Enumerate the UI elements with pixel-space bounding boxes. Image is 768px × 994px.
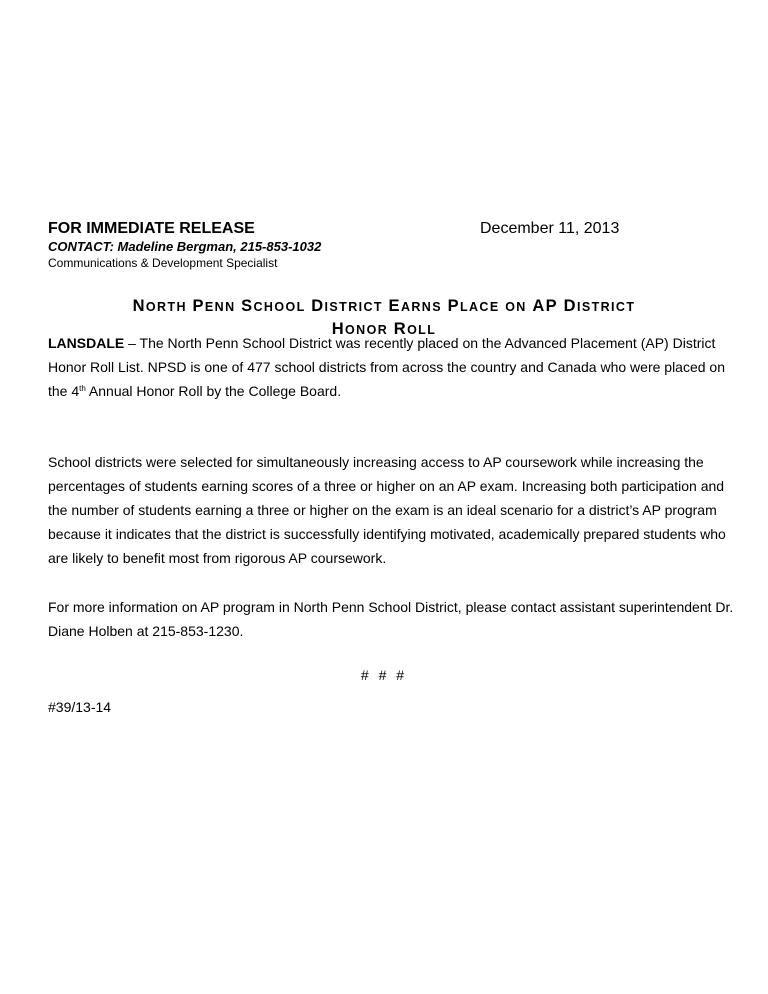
body-paragraph-2: School districts were selected for simultaneously increasing access to AP coursework while increasing the percentages of students earning scores of a three or higher on an AP exam. Increasing both participation and the number of students earning a three or higher on the exam is an ideal scenario for a district’s AP program because it indicates that the district is successfully identifying motivated, academically prepared students who are likely to benefit most from rigorous AP coursework. xyxy=(48,454,726,566)
release-date: December 11, 2013 xyxy=(480,220,620,237)
headline-word: ON xyxy=(505,300,527,314)
headline-word: SCHOOL xyxy=(241,297,306,315)
headline-word: PLACE xyxy=(447,297,500,315)
paragraph-1-text-end: Annual Honor Roll by the College Board. xyxy=(85,383,342,399)
headline-word: HONOR xyxy=(331,320,389,338)
headline-word: DISTRICT xyxy=(563,297,636,315)
headline-word: EARNS xyxy=(388,297,442,315)
headline-word: PENN xyxy=(192,297,236,315)
paragraph-1-text: – The North Penn School District was recently placed on the Advanced Placement (AP) District Honor Roll List. NPSD is one of 477 school districts from across the country and Canada who were placed on the 4 xyxy=(48,335,726,399)
release-label: FOR IMMEDIATE RELEASE xyxy=(48,220,255,237)
headline-word: NORTH xyxy=(132,297,187,315)
release-number: #39/13-14 xyxy=(48,699,112,715)
body-paragraph-1 xyxy=(48,331,738,403)
headline-word: DISTRICT xyxy=(311,297,383,315)
dateline: LANSDALE xyxy=(48,335,125,351)
headline-line-1 xyxy=(48,295,720,318)
contact-title: Communications & Development Specialist xyxy=(48,256,278,270)
contact-line: CONTACT: Madeline Bergman, 215-853-1032 xyxy=(48,239,322,254)
body-paragraph-3: For more information on AP program in North Penn School District, please contact assistant superintendent Dr. Diane Holben at 215-853-1230. xyxy=(48,599,734,639)
headline-word: AP xyxy=(532,297,559,315)
ordinal-suffix: th xyxy=(79,384,86,393)
headline-word: ROLL xyxy=(393,320,437,338)
end-marks: # # # xyxy=(360,667,408,683)
